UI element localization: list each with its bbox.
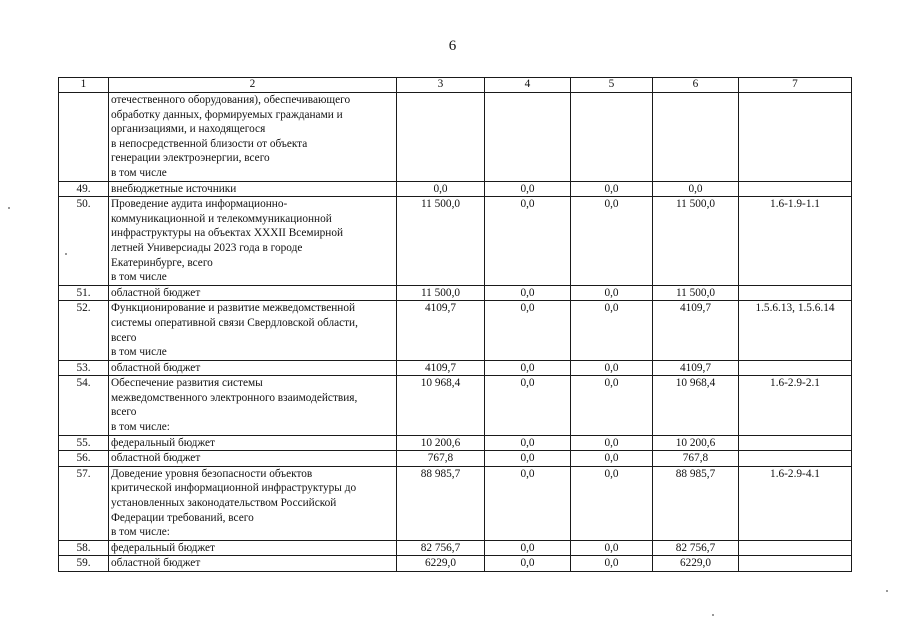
value-col-3: 4109,7 <box>397 360 485 376</box>
table-row <box>59 181 852 197</box>
row-name: областной бюджет <box>109 360 397 376</box>
row-name: отечественного оборудования), обеспечивающего обработку данных, формируемых гражданами и организациями, и находящегося в непосредственной близости от объекта генерации электроэнергии, всего в том числе <box>109 93 397 182</box>
table-row <box>59 197 852 286</box>
row-number: 55. <box>59 435 109 451</box>
column-header: 6 <box>653 78 739 93</box>
value-col-3: 10 200,6 <box>397 435 485 451</box>
row-number: 53. <box>59 360 109 376</box>
value-col-5: 0,0 <box>571 556 653 572</box>
value-col-5: 0,0 <box>571 540 653 556</box>
table-header-row <box>59 78 852 93</box>
table-row <box>59 451 852 467</box>
value-col-4: 0,0 <box>485 376 571 435</box>
value-col-6: 11 500,0 <box>653 197 739 286</box>
value-col-3: 88 985,7 <box>397 466 485 540</box>
value-col-6: 82 756,7 <box>653 540 739 556</box>
value-col-6: 4109,7 <box>653 301 739 360</box>
column-header: 4 <box>485 78 571 93</box>
row-number <box>59 93 109 182</box>
value-col-3: 11 500,0 <box>397 285 485 301</box>
row-number: 54. <box>59 376 109 435</box>
target-code <box>739 285 852 301</box>
value-col-4: 0,0 <box>485 285 571 301</box>
target-code: 1.5.6.13, 1.5.6.14 <box>739 301 852 360</box>
value-col-3: 10 968,4 <box>397 376 485 435</box>
target-code <box>739 540 852 556</box>
scan-speck <box>8 207 10 209</box>
value-col-4 <box>485 93 571 182</box>
value-col-3: 0,0 <box>397 181 485 197</box>
value-col-5: 0,0 <box>571 466 653 540</box>
scan-speck <box>712 614 714 616</box>
budget-table <box>58 77 852 572</box>
value-col-4: 0,0 <box>485 435 571 451</box>
row-name: Доведение уровня безопасности объектов критической информационной инфраструктуры до установленных законодательством Российской Федерации требований, всего в том числе: <box>109 466 397 540</box>
row-name: Проведение аудита информационно- коммуникационной и телекоммуникационной инфраструктуры на объектах XXXII Всемирной летней Универсиады 2023 года в городе Екатеринбурге, всего в том числе <box>109 197 397 286</box>
row-name: федеральный бюджет <box>109 435 397 451</box>
value-col-5: 0,0 <box>571 285 653 301</box>
target-code <box>739 556 852 572</box>
table-row <box>59 285 852 301</box>
column-header: 1 <box>59 78 109 93</box>
table-row <box>59 301 852 360</box>
table-row <box>59 360 852 376</box>
value-col-5: 0,0 <box>571 451 653 467</box>
value-col-4: 0,0 <box>485 181 571 197</box>
value-col-6: 10 968,4 <box>653 376 739 435</box>
value-col-6: 88 985,7 <box>653 466 739 540</box>
value-col-4: 0,0 <box>485 197 571 286</box>
target-code: 1.6-2.9-4.1 <box>739 466 852 540</box>
table-row <box>59 466 852 540</box>
value-col-6: 11 500,0 <box>653 285 739 301</box>
page-number: 6 <box>448 38 457 54</box>
value-col-5: 0,0 <box>571 181 653 197</box>
value-col-4: 0,0 <box>485 301 571 360</box>
value-col-5: 0,0 <box>571 197 653 286</box>
value-col-3 <box>397 93 485 182</box>
target-code <box>739 360 852 376</box>
column-header: 2 <box>109 78 397 93</box>
row-name: Функционирование и развитие межведомственной системы оперативной связи Свердловской области, всего в том числе <box>109 301 397 360</box>
row-number: 59. <box>59 556 109 572</box>
target-code <box>739 451 852 467</box>
value-col-3: 6229,0 <box>397 556 485 572</box>
value-col-6: 767,8 <box>653 451 739 467</box>
value-col-6: 10 200,6 <box>653 435 739 451</box>
table-row <box>59 540 852 556</box>
scan-speck <box>886 590 888 592</box>
row-number: 58. <box>59 540 109 556</box>
scan-speck <box>65 253 67 255</box>
row-number: 57. <box>59 466 109 540</box>
table-row <box>59 435 852 451</box>
target-code <box>739 93 852 182</box>
value-col-4: 0,0 <box>485 451 571 467</box>
value-col-3: 82 756,7 <box>397 540 485 556</box>
value-col-4: 0,0 <box>485 540 571 556</box>
row-name: областной бюджет <box>109 451 397 467</box>
value-col-5 <box>571 93 653 182</box>
row-name: областной бюджет <box>109 285 397 301</box>
value-col-5: 0,0 <box>571 376 653 435</box>
value-col-5: 0,0 <box>571 435 653 451</box>
value-col-6: 4109,7 <box>653 360 739 376</box>
row-number: 49. <box>59 181 109 197</box>
value-col-5: 0,0 <box>571 301 653 360</box>
value-col-3: 767,8 <box>397 451 485 467</box>
value-col-6 <box>653 93 739 182</box>
target-code <box>739 435 852 451</box>
table-row <box>59 93 852 182</box>
row-number: 56. <box>59 451 109 467</box>
value-col-4: 0,0 <box>485 466 571 540</box>
row-name: Обеспечение развития системы межведомственного электронного взаимодействия, всего в том числе: <box>109 376 397 435</box>
column-header: 3 <box>397 78 485 93</box>
row-name: областной бюджет <box>109 556 397 572</box>
value-col-4: 0,0 <box>485 360 571 376</box>
value-col-6: 6229,0 <box>653 556 739 572</box>
value-col-3: 4109,7 <box>397 301 485 360</box>
value-col-3: 11 500,0 <box>397 197 485 286</box>
row-name: внебюджетные источники <box>109 181 397 197</box>
value-col-4: 0,0 <box>485 556 571 572</box>
value-col-6: 0,0 <box>653 181 739 197</box>
value-col-5: 0,0 <box>571 360 653 376</box>
table-row <box>59 556 852 572</box>
row-number: 52. <box>59 301 109 360</box>
row-number: 51. <box>59 285 109 301</box>
row-name: федеральный бюджет <box>109 540 397 556</box>
target-code <box>739 181 852 197</box>
target-code: 1.6-2.9-2.1 <box>739 376 852 435</box>
table-row <box>59 376 852 435</box>
column-header: 7 <box>739 78 852 93</box>
row-number: 50. <box>59 197 109 286</box>
column-header: 5 <box>571 78 653 93</box>
target-code: 1.6-1.9-1.1 <box>739 197 852 286</box>
